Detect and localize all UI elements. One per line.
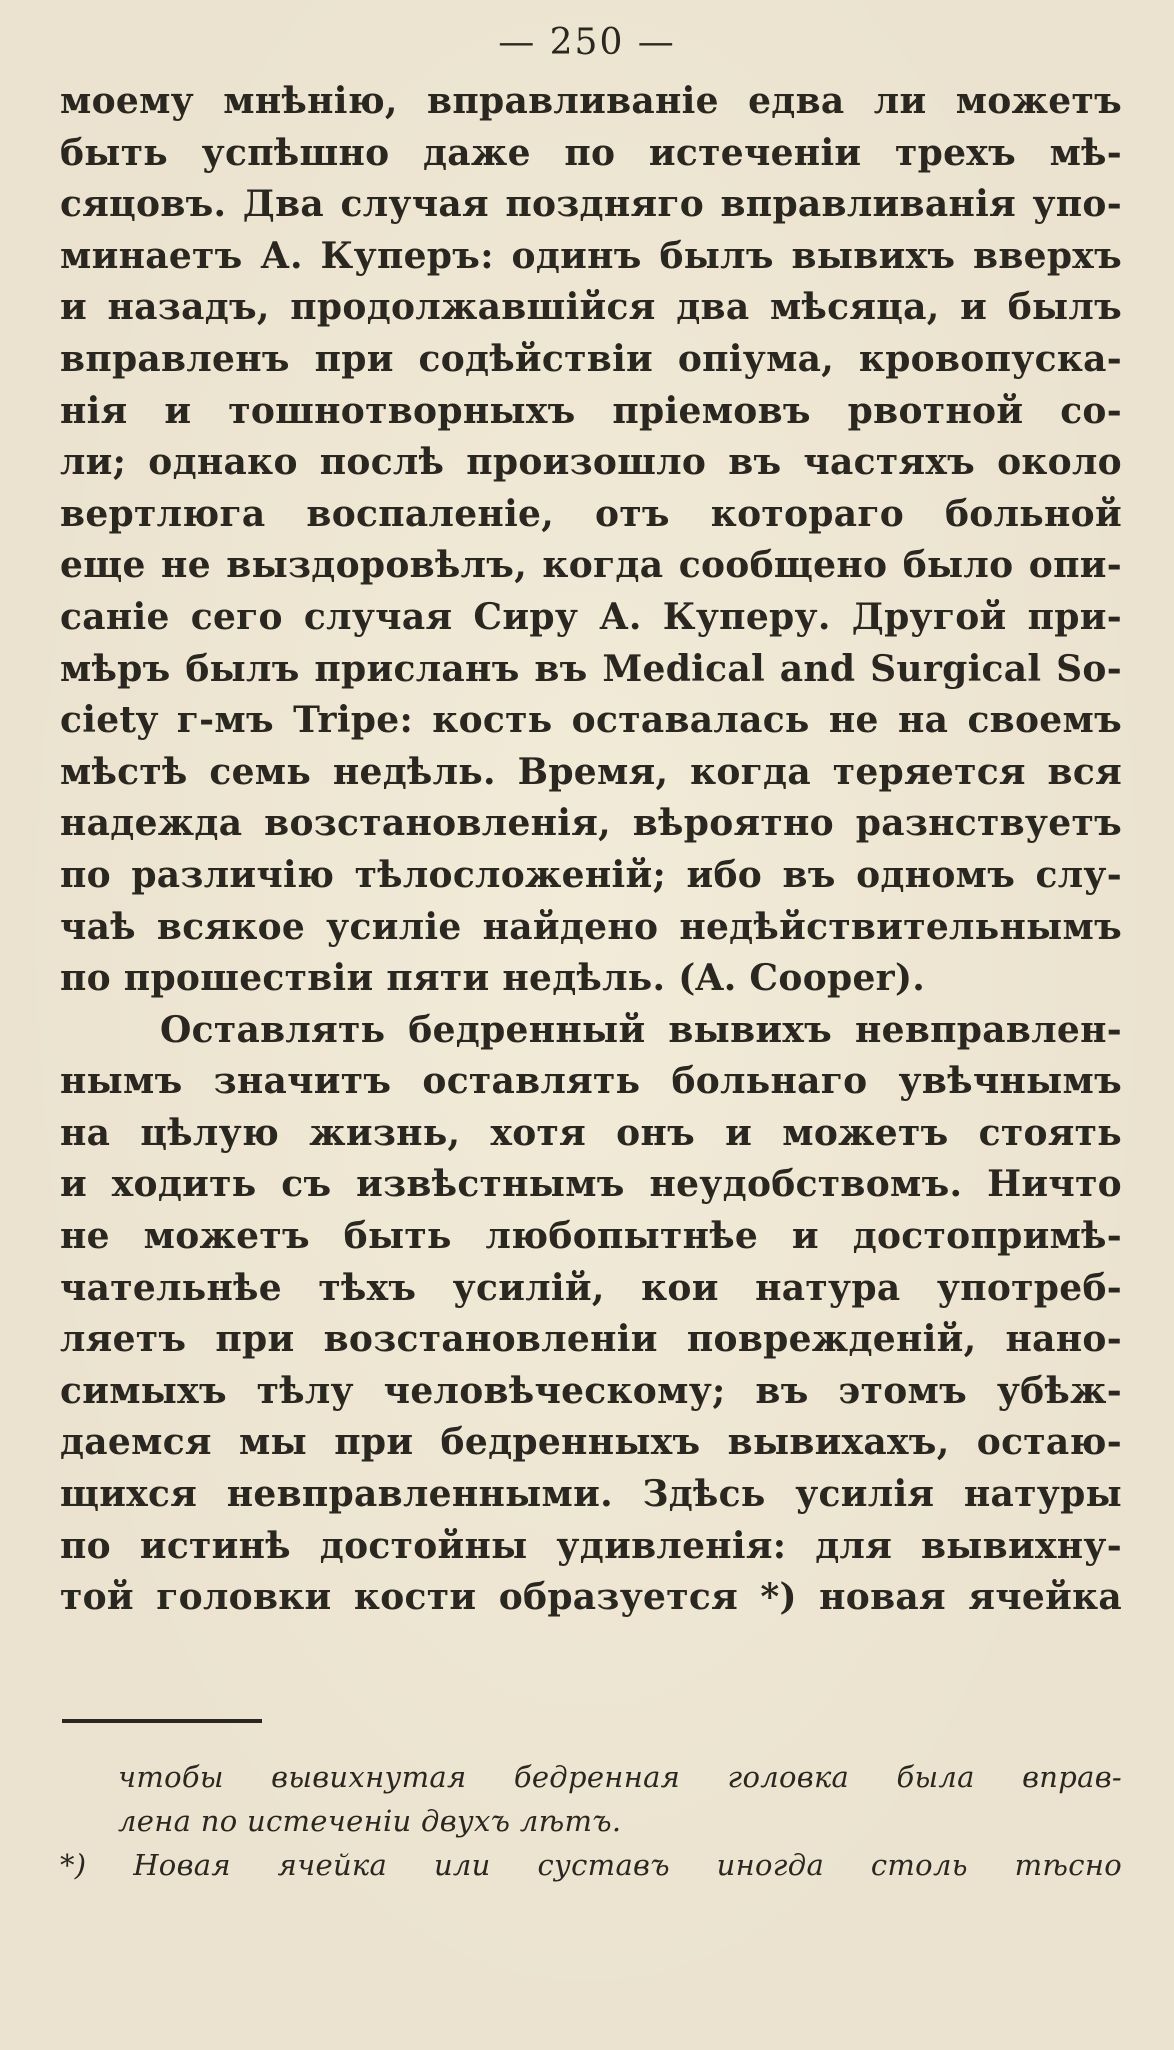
paragraph-start-line: Оставлять бедренный вывихъ невправлен- xyxy=(160,1008,1122,1051)
text-line: по различію тѣлосложеній; ибо въ одномъ слу- xyxy=(60,853,1122,896)
text-line: по истинѣ достойны удивленія: для вывихну- xyxy=(60,1524,1122,1567)
footnotes xyxy=(60,1755,1122,1887)
text-line: быть успѣшно даже по истеченіи трехъ мѣ- xyxy=(60,131,1122,174)
text-line: моему мнѣнію, вправливаніе едва ли можетъ xyxy=(60,80,1122,122)
footnote-line: лена по истеченіи двухъ лѣтъ. xyxy=(118,1804,622,1838)
text-line: вертлюга воспаленіе, отъ котораго больной xyxy=(60,492,1122,535)
text-line: ляетъ при возстановленіи поврежденій, нано- xyxy=(60,1318,1122,1361)
text-line: щихся невправленными. Здѣсь усилія натуры xyxy=(60,1473,1122,1516)
text-line: чаѣ всякое усиліе найдено недѣйствительнымъ xyxy=(60,905,1122,948)
text-line: даемся мы при бедренныхъ вывихахъ, остаю- xyxy=(60,1421,1122,1464)
footnote-divider xyxy=(62,1719,262,1723)
text-line: симыхъ тѣлу человѣческому; въ этомъ убѣж- xyxy=(60,1369,1122,1412)
text-line: еще не выздоровѣлъ, когда сообщено было опи- xyxy=(60,544,1122,587)
main-text xyxy=(60,76,1122,1624)
text-line: минаетъ А. Куперъ: одинъ былъ вывихъ вверхъ xyxy=(60,234,1122,277)
text-line: чательнѣе тѣхъ усилій, кои натура употреб- xyxy=(60,1266,1122,1309)
footnote-line: *) Новая ячейка или суставъ иногда столь тѣсно xyxy=(60,1848,1122,1882)
text-line: по прошествіи пяти недѣль. (A. Cooper). xyxy=(60,957,926,1000)
footnote-line: чтобы вывихнутая бедренная головка была вправ- xyxy=(118,1760,1122,1794)
text-line: саніе сего случая Сиру А. Куперу. Другой при- xyxy=(60,595,1122,638)
text-line: вправленъ при содѣйствіи опіума, кровопуска- xyxy=(60,337,1122,380)
text-line: мѣръ былъ присланъ въ Medical and Surgical So- xyxy=(60,647,1122,690)
text-line: нымъ значитъ оставлять больнаго увѣчнымъ xyxy=(60,1060,1122,1103)
page-number: — 250 — xyxy=(498,22,676,63)
text-line: нія и тошнотворныхъ пріемовъ рвотной со- xyxy=(60,389,1122,432)
text-line: мѣстѣ семь недѣль. Время, когда теряется вся xyxy=(60,750,1122,793)
text-line: той головки кости образуется *) новая ячейка xyxy=(60,1576,1122,1619)
text-line: ciety г-мъ Tripe: кость оставалась не на своемъ xyxy=(60,699,1122,742)
text-line: и ходить съ извѣстнымъ неудобствомъ. Ничто xyxy=(60,1163,1122,1206)
text-line: и назадъ, продолжавшійся два мѣсяца, и былъ xyxy=(60,286,1122,329)
text-line: надежда возстановленія, вѣроятно разнствуетъ xyxy=(60,802,1122,845)
text-line: ли; однако послѣ произошло въ частяхъ около xyxy=(60,441,1122,484)
text-line: сяцовъ. Два случая поздняго вправливанія упо- xyxy=(60,183,1122,226)
text-line: на цѣлую жизнь, хотя онъ и можетъ стоять xyxy=(60,1111,1122,1154)
text-line: не можетъ быть любопытнѣе и достопримѣ- xyxy=(60,1215,1122,1258)
